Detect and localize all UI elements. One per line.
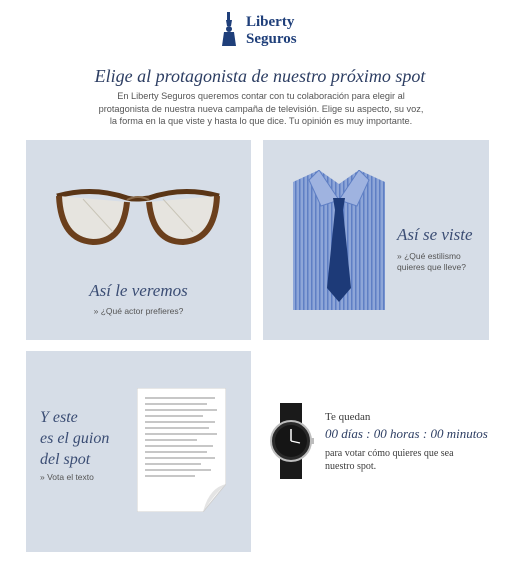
card-glasses-link[interactable]: » ¿Qué actor prefieres? [93, 306, 184, 316]
brand-logo[interactable] [218, 12, 308, 50]
brand-name-seguros: Seguros [246, 31, 297, 47]
card-glasses[interactable] [26, 140, 251, 340]
card-countdown [263, 351, 489, 552]
card-script-link[interactable]: » Vota el texto [40, 472, 94, 482]
card-shirt-title: Así se viste [397, 225, 473, 244]
brand-name-liberty: Liberty [246, 14, 295, 30]
card-script[interactable] [26, 351, 251, 552]
statue-of-liberty-icon [218, 12, 242, 48]
watch-image [268, 403, 314, 479]
page-headline: Elige al protagonista de nuestro próximo spot [94, 66, 426, 86]
countdown-timer: 00 días : 00 horas : 00 minutos [325, 426, 488, 441]
card-script-title-line3: del spot [40, 451, 91, 468]
card-script-title-line1: Y este [40, 409, 78, 426]
card-shirt-link[interactable]: » ¿Qué estilismo quieres que lleve? [397, 251, 466, 272]
countdown-note: para votar cómo quieres que sea nuestro spot. [325, 448, 454, 472]
card-script-title [40, 407, 109, 470]
shirt-tie-image [291, 170, 387, 310]
intro-text: En Liberty Seguros queremos contar con tu colaboración para elegir al protagonista de nuestra nueva campaña de televisión. Elige su aspecto, su voz, la forma en la que viste y hasta lo que dice. Tu opinión es muy importante. [98, 91, 424, 126]
card-shirt[interactable] [263, 140, 489, 340]
countdown-intro: Te quedan [325, 411, 371, 423]
card-script-title-line2: es el guion [40, 430, 110, 447]
glasses-image [53, 184, 223, 254]
script-paper-image [137, 388, 226, 512]
card-glasses-title: Así le veremos [89, 281, 188, 300]
